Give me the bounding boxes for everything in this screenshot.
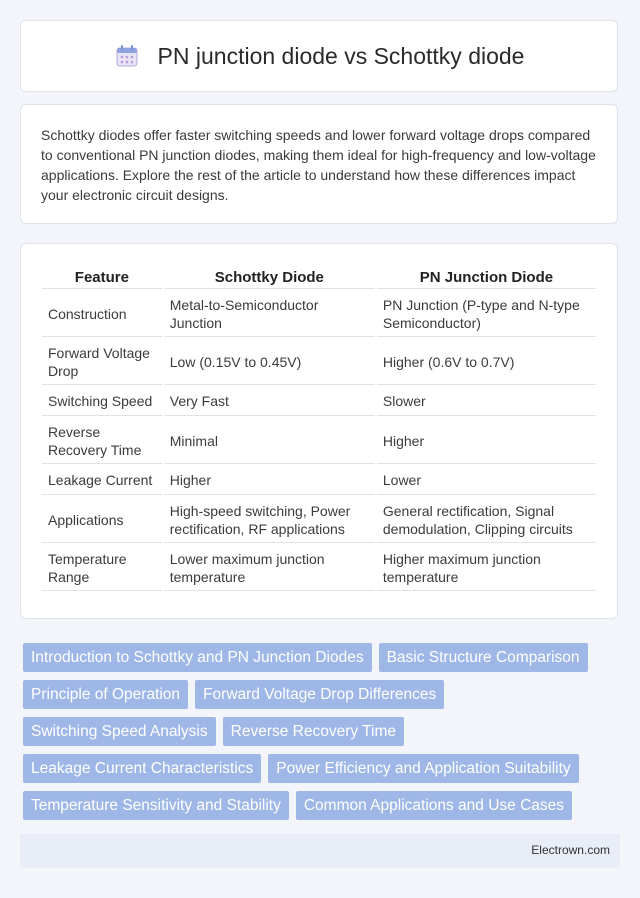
topic-tags bbox=[23, 643, 619, 820]
pn-junction-cell: Slower bbox=[377, 387, 596, 416]
schottky-cell: Lower maximum junction temperature bbox=[164, 545, 375, 591]
header-schottky: Schottky Diode bbox=[164, 266, 375, 289]
schottky-cell: Metal-to-Semiconductor Junction bbox=[164, 291, 375, 337]
schottky-cell: Low (0.15V to 0.45V) bbox=[164, 339, 375, 385]
calendar-icon bbox=[114, 43, 140, 69]
comparison-table bbox=[40, 264, 598, 593]
tag-leakage-current[interactable]: Leakage Current Characteristics bbox=[23, 754, 261, 783]
feature-cell: Forward Voltage Drop bbox=[42, 339, 162, 385]
feature-cell: Applications bbox=[42, 497, 162, 543]
tag-switching-speed[interactable]: Switching Speed Analysis bbox=[23, 717, 216, 746]
tag-temperature-sensitivity[interactable]: Temperature Sensitivity and Stability bbox=[23, 791, 289, 820]
feature-cell: Switching Speed bbox=[42, 387, 162, 416]
tag-basic-structure[interactable]: Basic Structure Comparison bbox=[379, 643, 588, 672]
schottky-cell: Very Fast bbox=[164, 387, 375, 416]
comparison-table-card bbox=[20, 243, 618, 619]
header-pn-junction: PN Junction Diode bbox=[377, 266, 596, 289]
tag-principle-of-operation[interactable]: Principle of Operation bbox=[23, 680, 188, 709]
tag-reverse-recovery[interactable]: Reverse Recovery Time bbox=[223, 717, 404, 746]
feature-cell: Reverse Recovery Time bbox=[42, 418, 162, 464]
table-row bbox=[42, 545, 596, 591]
page-title: PN junction diode vs Schottky diode bbox=[157, 42, 525, 69]
tag-forward-voltage-drop[interactable]: Forward Voltage Drop Differences bbox=[195, 680, 444, 709]
table-row bbox=[42, 497, 596, 543]
schottky-cell: Higher bbox=[164, 466, 375, 495]
footer-site-name[interactable]: Electrown.com bbox=[531, 843, 610, 857]
table-row bbox=[42, 339, 596, 385]
tag-introduction[interactable]: Introduction to Schottky and PN Junction Diodes bbox=[23, 643, 372, 672]
feature-cell: Leakage Current bbox=[42, 466, 162, 495]
tag-power-efficiency[interactable]: Power Efficiency and Application Suitability bbox=[268, 754, 578, 783]
table-row bbox=[42, 418, 596, 464]
table-row bbox=[42, 291, 596, 337]
table-row bbox=[42, 466, 596, 495]
table-row bbox=[42, 387, 596, 416]
pn-junction-cell: Higher maximum junction temperature bbox=[377, 545, 596, 591]
intro-card bbox=[20, 104, 618, 224]
pn-junction-cell: Lower bbox=[377, 466, 596, 495]
header-feature: Feature bbox=[42, 266, 162, 289]
feature-cell: Construction bbox=[42, 291, 162, 337]
pn-junction-cell: PN Junction (P-type and N-type Semiconductor) bbox=[377, 291, 596, 337]
feature-cell: Temperature Range bbox=[42, 545, 162, 591]
table-header-row bbox=[42, 266, 596, 289]
footer bbox=[20, 834, 620, 868]
intro-paragraph: Schottky diodes offer faster switching speeds and lower forward voltage drops compared to conventional PN junction diodes, making them ideal for high-frequency and low-voltage applications. Explore the rest of the article to understand how these differences impact your electronic circuit designs. bbox=[41, 127, 596, 203]
pn-junction-cell: General rectification, Signal demodulation, Clipping circuits bbox=[377, 497, 596, 543]
schottky-cell: High-speed switching, Power rectification, RF applications bbox=[164, 497, 375, 543]
pn-junction-cell: Higher bbox=[377, 418, 596, 464]
tag-common-applications[interactable]: Common Applications and Use Cases bbox=[296, 791, 572, 820]
pn-junction-cell: Higher (0.6V to 0.7V) bbox=[377, 339, 596, 385]
schottky-cell: Minimal bbox=[164, 418, 375, 464]
title-card bbox=[20, 20, 618, 92]
